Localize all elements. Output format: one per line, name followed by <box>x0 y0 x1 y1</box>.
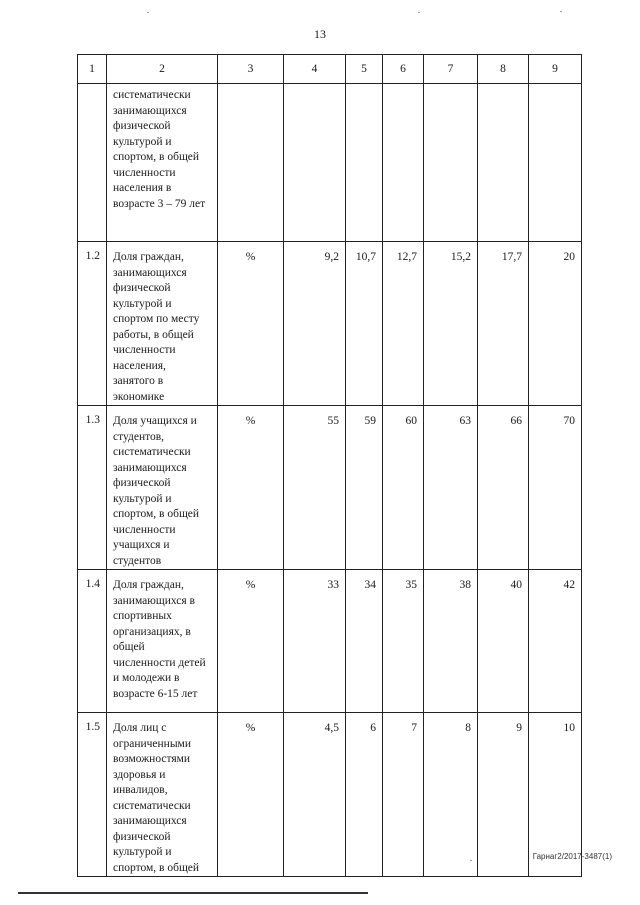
table-row <box>78 406 582 570</box>
indicator-name-line: физической <box>113 282 171 294</box>
value-cell: 20 <box>529 242 582 406</box>
unit-cell <box>218 84 284 242</box>
value-cell: 70 <box>529 406 582 570</box>
row-number: 1.5 <box>78 713 107 877</box>
unit-cell: % <box>218 242 284 406</box>
column-header: 5 <box>346 55 383 84</box>
value-cell <box>284 84 346 242</box>
value-cell <box>383 84 424 242</box>
column-header: 3 <box>218 55 284 84</box>
document-code: Гарнаг2/2017-3487(1) <box>532 852 612 861</box>
value-cell: 59 <box>346 406 383 570</box>
indicator-name-line: и молодежи в <box>113 672 180 684</box>
scan-speck <box>418 12 420 13</box>
scan-speck <box>147 12 149 13</box>
indicator-name-line: общей <box>113 641 145 653</box>
row-number <box>78 84 107 242</box>
column-header: 1 <box>78 55 107 84</box>
indicator-name-line: спортом, в общей <box>113 508 200 520</box>
indicator-name-line: культурой и <box>113 846 172 858</box>
indicator-name-line: учащихся и <box>113 539 170 551</box>
value-cell: 17,7 <box>478 242 529 406</box>
indicator-name-line: физической <box>113 477 171 489</box>
value-cell: 15,2 <box>424 242 478 406</box>
indicator-name-line: возможностями <box>113 753 191 765</box>
footer-rule <box>18 892 368 894</box>
indicators-table <box>77 54 582 877</box>
indicator-name-line: занятого в <box>113 375 164 387</box>
indicator-name-line: спортивных <box>113 610 172 622</box>
indicator-name-line: занимающихся в <box>113 594 195 607</box>
value-cell: 35 <box>383 570 424 713</box>
unit-cell: % <box>218 570 284 713</box>
row-number: 1.4 <box>78 570 107 713</box>
value-cell: 38 <box>424 570 478 713</box>
indicator-name-line: численности <box>113 344 176 356</box>
column-header: 9 <box>529 55 582 84</box>
value-cell: 66 <box>478 406 529 570</box>
value-cell: 6 <box>346 713 383 877</box>
row-number: 1.3 <box>78 406 107 570</box>
value-cell <box>478 84 529 242</box>
value-cell: 33 <box>284 570 346 713</box>
column-header: 2 <box>107 55 218 84</box>
scan-speck <box>560 11 562 12</box>
value-cell: 7 <box>383 713 424 877</box>
indicator-name-line: населения в <box>113 182 172 194</box>
indicator-name <box>107 570 218 713</box>
unit-cell: % <box>218 406 284 570</box>
table-row <box>78 713 582 877</box>
value-cell: 9 <box>478 713 529 877</box>
indicator-name-line: инвалидов, <box>113 784 168 796</box>
row-number: 1.2 <box>78 242 107 406</box>
indicator-name-line: занимающихся <box>113 815 187 827</box>
indicator-name <box>107 406 218 570</box>
indicator-name-line: населения, <box>113 359 166 372</box>
indicator-name-line: экономике <box>113 390 165 403</box>
indicator-name-line: Доля учащихся и <box>113 415 197 427</box>
column-header: 8 <box>478 55 529 84</box>
indicator-name-line: здоровья и <box>113 768 166 781</box>
indicator-name-line: Доля граждан, <box>113 251 184 263</box>
value-cell <box>346 84 383 242</box>
value-cell: 40 <box>478 570 529 713</box>
indicator-name-line: организациях, в <box>113 625 191 638</box>
indicator-name-line: систематически <box>113 799 191 812</box>
indicator-name-line: культурой и <box>113 297 172 310</box>
indicator-name-line: физической <box>113 120 171 132</box>
value-cell: 55 <box>284 406 346 570</box>
indicator-name-line: студентов <box>113 554 162 567</box>
indicator-name-line: численности <box>113 523 176 536</box>
unit-cell: % <box>218 713 284 877</box>
indicator-name-line: систематически <box>113 89 191 101</box>
indicator-name-line: спортом, в общей <box>113 151 200 163</box>
value-cell <box>424 84 478 242</box>
column-header: 4 <box>284 55 346 84</box>
indicator-name-line: занимающихся <box>113 266 187 279</box>
value-cell: 34 <box>346 570 383 713</box>
indicator-name-line: численности <box>113 166 176 179</box>
indicator-name-line: работы, в общей <box>113 328 194 341</box>
indicator-name-line: возрасте 3 – 79 лет <box>113 197 206 210</box>
table-row <box>78 242 582 406</box>
indicator-name-line: культурой и <box>113 135 172 148</box>
indicator-name-line: студентов, <box>113 430 165 443</box>
indicator-name-line: физической <box>113 830 171 843</box>
indicator-name <box>107 84 218 242</box>
table-header-row <box>78 55 582 84</box>
value-cell <box>529 84 582 242</box>
indicator-name-line: Доля лиц с <box>113 722 167 734</box>
indicator-name-line: культурой и <box>113 492 172 505</box>
table-row <box>78 84 582 242</box>
value-cell: 63 <box>424 406 478 570</box>
indicator-name <box>107 713 218 877</box>
value-cell: 42 <box>529 570 582 713</box>
indicator-name-line: ограниченными <box>113 737 191 750</box>
indicator-name <box>107 242 218 406</box>
indicator-name-line: систематически <box>113 446 191 458</box>
column-header: 6 <box>383 55 424 84</box>
value-cell: 12,7 <box>383 242 424 406</box>
column-header: 7 <box>424 55 478 84</box>
page-number: 13 <box>314 27 326 41</box>
scan-speck <box>470 860 472 861</box>
indicator-name-line: численности детей <box>113 656 206 669</box>
table-row <box>78 570 582 713</box>
value-cell: 8 <box>424 713 478 877</box>
value-cell: 4,5 <box>284 713 346 877</box>
indicator-name-line: занимающихся <box>113 461 187 474</box>
indicator-name-line: спортом, в общей <box>113 861 200 874</box>
indicator-name-line: Доля граждан, <box>113 579 184 591</box>
indicator-name-line: занимающихся <box>113 104 187 117</box>
value-cell: 10,7 <box>346 242 383 406</box>
value-cell: 9,2 <box>284 242 346 406</box>
indicator-name-line: спортом по месту <box>113 313 200 325</box>
value-cell: 60 <box>383 406 424 570</box>
indicator-name-line: возрасте 6-15 лет <box>113 687 198 700</box>
value-cell: 10 <box>529 713 582 877</box>
